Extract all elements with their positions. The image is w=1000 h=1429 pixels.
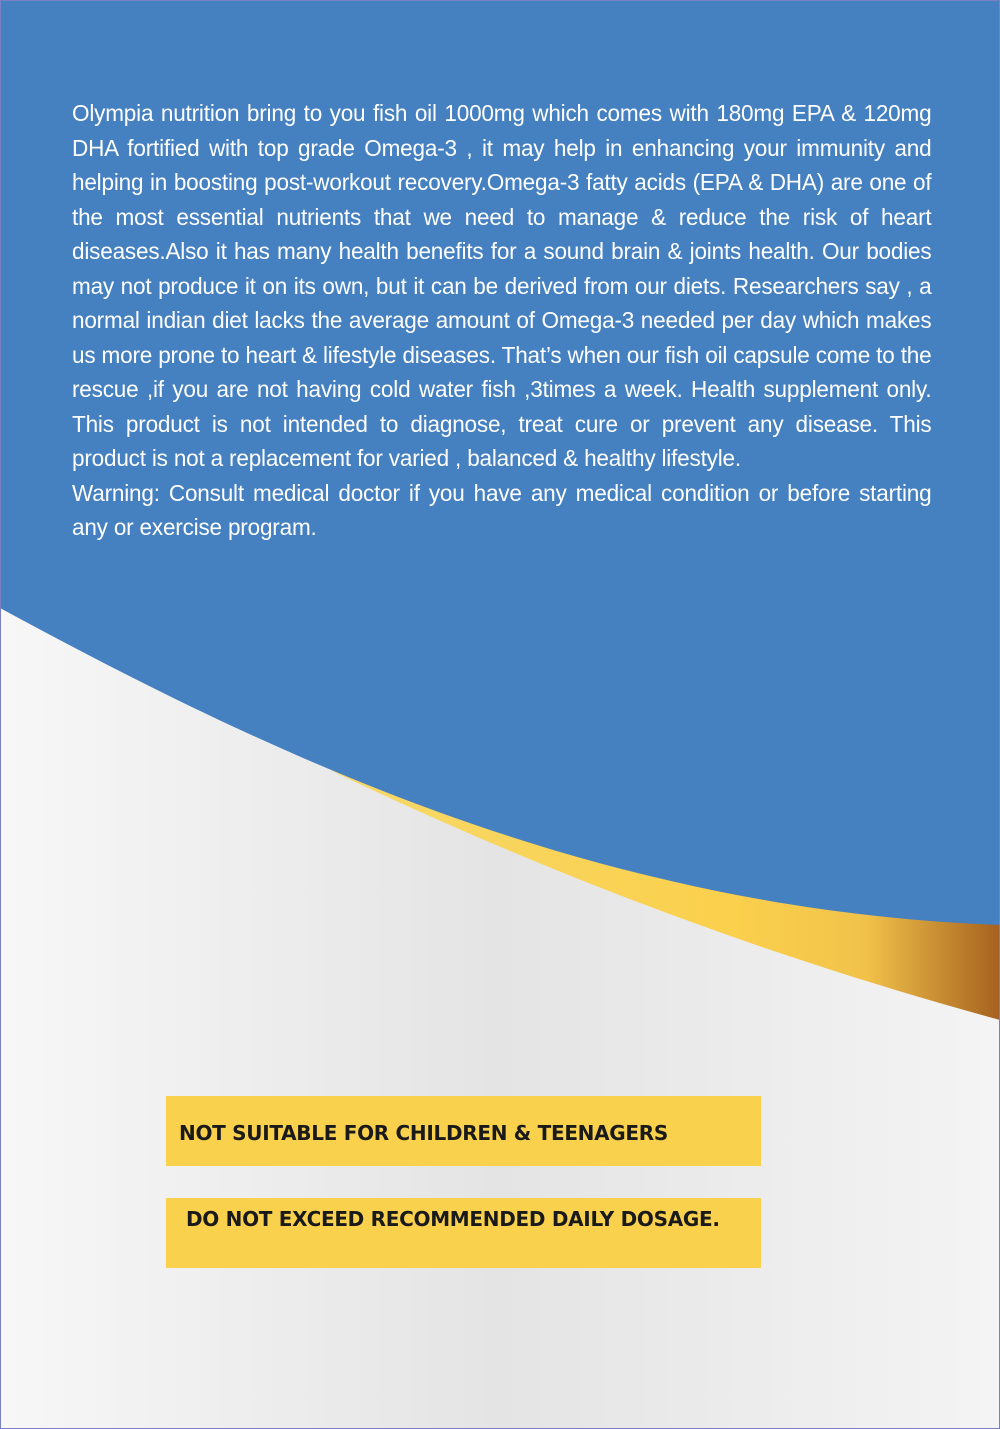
warning-text: Warning: Consult medical doctor if you have any medical condition or before starting any or exercise program.: [72, 479, 932, 540]
dosage-warning-badge: [166, 1198, 761, 1268]
product-description: [72, 96, 931, 545]
children-warning-text: NOT SUITABLE FOR CHILDREN & TEENAGERS: [179, 1121, 668, 1145]
children-warning-badge: [166, 1096, 761, 1166]
dosage-warning-text: DO NOT EXCEED RECOMMENDED DAILY DOSAGE.: [186, 1207, 720, 1231]
description-paragraph: Olympia nutrition bring to you fish oil 1000mg which comes with 180mg EPA & 120mg DHA fortified with top grade Omega-3 , it may help in enhancing your immunity and helping in boosting post-workout recovery.Omega-3 fatty acids (EPA & DHA) are one of the most essential nutrients that we need to manage & reduce the risk of heart diseases.Also it has many health benefits for a sound brain & joints health. Our bodies may not produce it on its own, but it can be derived from our diets. Researchers say , a normal indian diet lacks the average amount of Omega-3 needed per day which makes us more prone to heart & lifestyle diseases. That’s when our fish oil capsule come to the rescue ,if you are not having cold water fish ,3times a week. Health supplement only. This product is not intended to diagnose, treat cure or prevent any disease. This product is not a replacement for varied , balanced & healthy lifestyle.: [72, 100, 932, 471]
